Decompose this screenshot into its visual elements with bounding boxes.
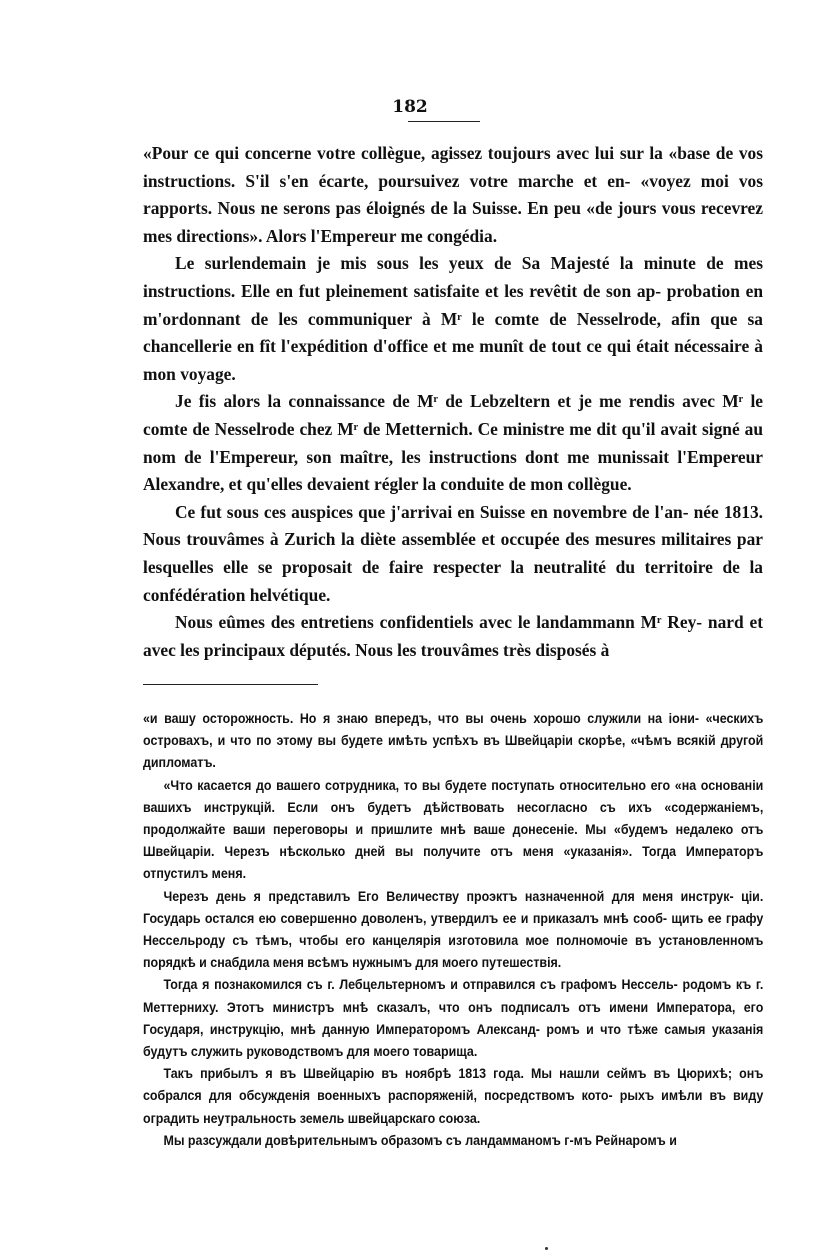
footnotes-russian-translation [143,708,763,1152]
footnote-paragraph: «и вашу осторожность. Но я знаю впередъ, что вы очень хорошо служили на іони- «ческихъ островахъ, и что по этому вы будете имѣть успѣхъ въ Швейцаріи скорѣе, «чѣмъ всякій другой дипломатъ. [143,711,764,771]
paragraph-surlendemain: Le surlendemain je mis sous les yeux de Sa Majesté la minute de mes instructions. Elle en fut pleinement satisfaite et les revêtit de son ap- probation en m'ordonnant de les communiquer à Mʳ le comte de Nesselrode, afin que sa chancellerie en fît l'expédition d'office et me munît de tout ce qui était nécessaire à mon voyage. [143,253,763,384]
main-text [143,140,763,664]
paragraph-quote-continuation: «Pour ce qui concerne votre collègue, agissez toujours avec lui sur la «base de vos instructions. S'il s'en écarte, poursuivez votre marche et en- «voyez moi vos rapports. Nous ne serons pas éloignés de la Suisse. En peu «de jours vous recevrez mes directions». Alors l'Empereur me congédia. [143,143,763,246]
footnote-paragraph: «Что касается до вашего сотрудника, то вы будете поступать относительно его «на основаніи вашихъ инструкцій. Если онъ будетъ дѣйствовать несогласно съ ихъ «содержаніемъ, продолжайте ваши переговоры и пришлите мнѣ ваше донесеніе. Мы «будемъ недалеко отъ Швейцаріи. Черезъ нѣсколько дней вы получите отъ меня «указанія». Тогда Императоръ отпустилъ меня. [143,777,764,882]
paragraph-entretiens: Nous eûmes des entretiens confidentiels avec le landammann Mʳ Rey- nard et avec les principaux députés. Nous les trouvâmes très disposés à [143,612,763,660]
header-rule [408,121,480,122]
footnote-paragraph: Черезъ день я представилъ Его Величеству проэктъ назначенной для меня инструк- ціи. Государь остался ею совершенно доволенъ, утвердилъ ее и приказалъ мнѣ сооб- щить ее графу Нессельроду съ тѣмъ, чтобы его канцелярія изготовила мое полномочіе въ установленномъ порядкѣ и снабдила меня всѣмъ нужнымъ для моего путешествія. [143,888,764,971]
paragraph-lebzeltern: Je fis alors la connaissance de Mʳ de Lebzeltern et je me rendis avec Mʳ le comte de Nesselrode chez Mʳ de Metternich. Ce ministre me dit qu'il avait signé au nom de l'Empereur, son maître, les instructions dont me munissait l'Empereur Alexandre, et qu'elles devaient régler la conduite de mon collègue. [143,391,763,495]
footnote-paragraph: Тогда я познакомился съ г. Лебцельтерномъ и отправился съ графомъ Нессель- родомъ къ г. Меттерниху. Этотъ министръ мнѣ сказалъ, что онъ подписалъ отъ имени Императора, его Государя, инструкцію, мнѣ данную Императоромъ Александ- ромъ и что тѣже самыя указанія будутъ служить руководствомъ для моего товарища. [143,977,764,1060]
footnote-paragraph: Такъ прибылъ я въ Швейцарію въ ноябрѣ 1813 года. Мы нашли сеймъ въ Цюрихѣ; онъ собрался для обсужденія военныхъ распоряженій, посредствомъ кото- рыхъ имѣли въ виду оградить неутральность земель швейцарскаго союза. [143,1066,764,1126]
scan-speck [545,1247,548,1250]
footnote-paragraph: Мы разсуждали довѣрительнымъ образомъ съ ландамманомъ г-мъ Рейнаромъ и [163,1132,677,1148]
footnote-rule [143,684,318,685]
paragraph-arrival-switzerland: Ce fut sous ces auspices que j'arrivai en Suisse en novembre de l'an- née 1813. Nous trouvâmes à Zurich la diète assemblée et occupée des mesures militaires par lesquelles elle se proposait de faire respecter la neutralité du territoire de la confédération helvétique. [143,501,763,605]
page-number: 182 [392,97,428,117]
